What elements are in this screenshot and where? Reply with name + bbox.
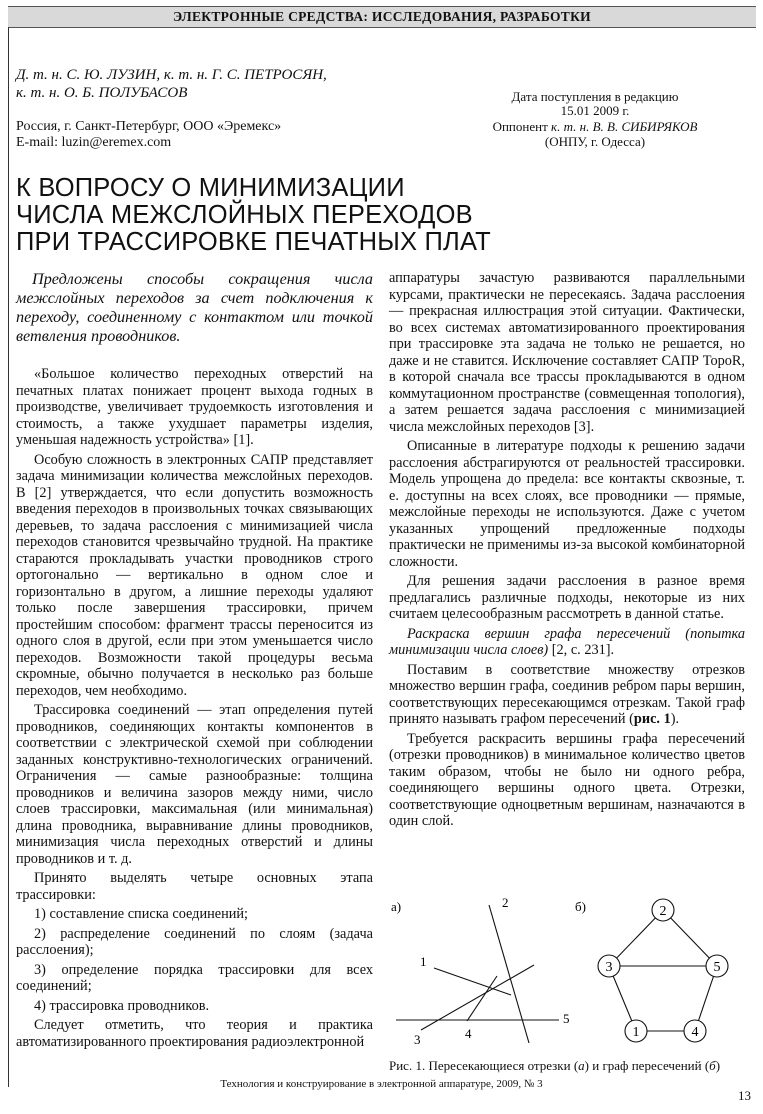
graph-node-label: 2 xyxy=(659,904,667,919)
graph-node-1 xyxy=(625,1020,647,1042)
affiliation xyxy=(16,119,396,151)
caption-b: б xyxy=(709,1058,716,1073)
caption-text: ) xyxy=(715,1058,721,1073)
paragraph xyxy=(389,626,745,659)
journal-footer: Технология и конструирование в электронной аппаратуре, 2009, № 3 xyxy=(220,1078,543,1090)
graph-node-label: 1 xyxy=(632,1025,640,1040)
graph-node-4 xyxy=(684,1020,706,1042)
paragraph: Для решения задачи расслоения в разное время предлагались различные подходы, некоторые из них считаем целесообразным рассмотреть в данной статье. xyxy=(389,573,745,622)
authors-line-2: к. т. н. О. Б. ПОЛУБАСОВ xyxy=(16,85,188,101)
segment-label-2: 2 xyxy=(502,895,509,910)
paragraph xyxy=(389,662,745,728)
citation: [2, с. 231]. xyxy=(548,642,615,658)
graph-node-label: 3 xyxy=(605,960,613,975)
authors xyxy=(16,66,396,102)
paragraph: Требуется раскрасить вершины графа пересечений (отрезки проводников) в минимальное количество цветов таким образом, чтобы не было ни одного ребра, соединяющего вершины одного цвета. Отрезки, соответствующие одноцветным вершинам, назначаются в один слой. xyxy=(389,730,745,829)
title-line-2: ЧИСЛА МЕЖСЛОЙНЫХ ПЕРЕХОДОВ xyxy=(16,201,473,229)
affiliation-email[interactable]: E-mail: luzin@eremex.com xyxy=(16,135,172,150)
figure-ref[interactable]: рис. 1 xyxy=(633,711,671,727)
graph-node-3 xyxy=(598,955,620,977)
paragraph-end: ). xyxy=(670,711,680,727)
left-column xyxy=(16,270,373,1053)
segment-2 xyxy=(489,905,529,1043)
opponent-org: (ОНПУ, г. Одесса) xyxy=(544,134,646,149)
received-label: Дата поступления в редакцию xyxy=(511,89,679,104)
paragraph: аппаратуры зачастую развиваются параллельными курсами, практически не пересекаясь. Задача расслоения — прекрасная иллюстрация этой ситуации. Фактически, во всех системах автоматизированного проектирования при трассировке эта задача не только не решается, но даже и не ставится. Исключение составляет САПР TopoR, в которой сначала все трассы прокладываются в одном коммутационном пространстве (совмещенная топология), а затем решается задача расслоения с минимизацией числа межслойных переходов [3]. xyxy=(389,270,745,435)
page-number: 13 xyxy=(738,1088,751,1103)
right-column xyxy=(389,270,745,833)
graph-node-2 xyxy=(652,899,674,921)
segment-1 xyxy=(434,968,511,995)
opponent-block xyxy=(460,119,730,149)
affiliation-org: Россия, г. Санкт-Петербург, ООО «Эремекс» xyxy=(16,119,282,134)
paragraph: Трассировка соединений — этап определения путей проводников, соединяющих контакты компонентов в соответствии с электрической схемой при соблюдении заданных конструктивно-технологических ограничений. Ограничения — самые разнообразные: толщина проводников и величина зазоров между ними, число слоев трассировки, максимальная (или минимальная) длина проводника, выравнивание длины проводников, минимизация числа переходных отверстий и длины проводников и т. д. xyxy=(16,702,373,867)
figure-1 xyxy=(389,893,749,1073)
authors-line-1: Д. т. н. С. Ю. ЛУЗИН, к. т. н. Г. С. ПЕТРОСЯН, xyxy=(16,67,327,83)
graph-node-label: 5 xyxy=(713,960,721,975)
list-item: 1) составление списка соединений; xyxy=(34,906,249,922)
caption-text: ) и граф пересечений ( xyxy=(584,1058,710,1073)
left-rule xyxy=(8,27,9,1087)
abstract: Предложены способы сокращения числа межслойных переходов за счет подключения к переходу, соединенному с контактом или точкой ветвления проводников. xyxy=(16,270,373,345)
figure-label-a: а) xyxy=(391,899,402,914)
figure-caption xyxy=(389,1058,749,1073)
opponent-name: к. т. н. В. В. СИБИРЯКОВ xyxy=(551,119,698,134)
list-item: 2) распределение соединений по слоям (задача расслоения); xyxy=(16,925,373,958)
list-item: 3) определение порядка трассировки для всех соединений; xyxy=(16,961,373,994)
segment-label-5: 5 xyxy=(563,1011,570,1026)
subheading: Раскраска вершин графа пересечений (попытка минимизации числа слоев) xyxy=(389,625,745,658)
title-line-1: К ВОПРОСУ О МИНИМИЗАЦИИ xyxy=(16,174,405,202)
article-title xyxy=(16,175,736,256)
paragraph: Следует отметить, что теория и практика автоматизированного проектирования радиоэлектронной xyxy=(16,1017,373,1050)
list-item: 4) трассировка проводников. xyxy=(34,997,210,1014)
segment-label-3: 3 xyxy=(414,1032,421,1047)
paragraph: Принято выделять четыре основных этапа трассировки: xyxy=(16,870,373,903)
opponent-prefix: Оппонент xyxy=(492,119,548,134)
graph-node-5 xyxy=(706,955,728,977)
section-header: ЭЛЕКТРОННЫЕ СРЕДСТВА: ИССЛЕДОВАНИЯ, РАЗРАБОТКИ xyxy=(8,6,756,28)
received-date-block xyxy=(460,90,730,118)
segment-4 xyxy=(467,976,497,1021)
received-date: 15.01 2009 г. xyxy=(560,103,630,118)
paragraph: «Большое количество переходных отверстий на печатных платах понижает процент выхода годных в производстве, увеличивает трудоемкость изготовления и стоимость, а также ухудшает параметры изделия, уменьшая надежность устройства» [1]. xyxy=(16,366,373,448)
caption-a: а xyxy=(578,1058,585,1073)
segment-label-1: 1 xyxy=(420,954,427,969)
paragraph-text: Поставим в соответствие множеству отрезков множество вершин графа, соединив ребром пары вершин, соответствующих пересекающимся отрезкам. Такой граф принято называть графом пересечений ( xyxy=(389,661,745,727)
paragraph: Особую сложность в электронных САПР представляет задача минимизации количества межслойных переходов. В [2] утверждается, что если допустить возможность введения переходов в произвольных точках связывающих деревьев, то задача расслоения с минимизацией числа переходов становится чрезвычайно трудной. На практике стараются прокладывать участки проводников строго ортогонально — вертикально в одном слое и горизонтально в другом, а лишние переходы удаляют только после завершения трассировки, причем простейшим способом: фрагмент трассы переносится из одного слоя в другой, если при этом уменьшается число переходов. Возможности такой процедуры весьма скромные, обычно получается в несколько раз больше переходов, чем необходимо. xyxy=(16,451,373,699)
paragraph: Описанные в литературе подходы к решению задачи расслоения абстрагируются от реальностей трассировки. Модель упрощена до предела: все контакты сквозные, т. е. доступны на всех слоях, все проводники — прямые, межслойные переходы не используются. Даже с учетом указанных упрощений предложенные подходы практически не применимы из-за высокой комбинаторной сложности. xyxy=(389,438,745,570)
caption-text: Рис. 1. Пересекающиеся отрезки ( xyxy=(389,1058,579,1073)
segment-label-4: 4 xyxy=(465,1026,472,1041)
graph-node-label: 4 xyxy=(691,1025,699,1040)
title-line-3: ПРИ ТРАССИРОВКЕ ПЕЧАТНЫХ ПЛАТ xyxy=(16,228,491,256)
figure-label-b: б) xyxy=(575,899,586,914)
